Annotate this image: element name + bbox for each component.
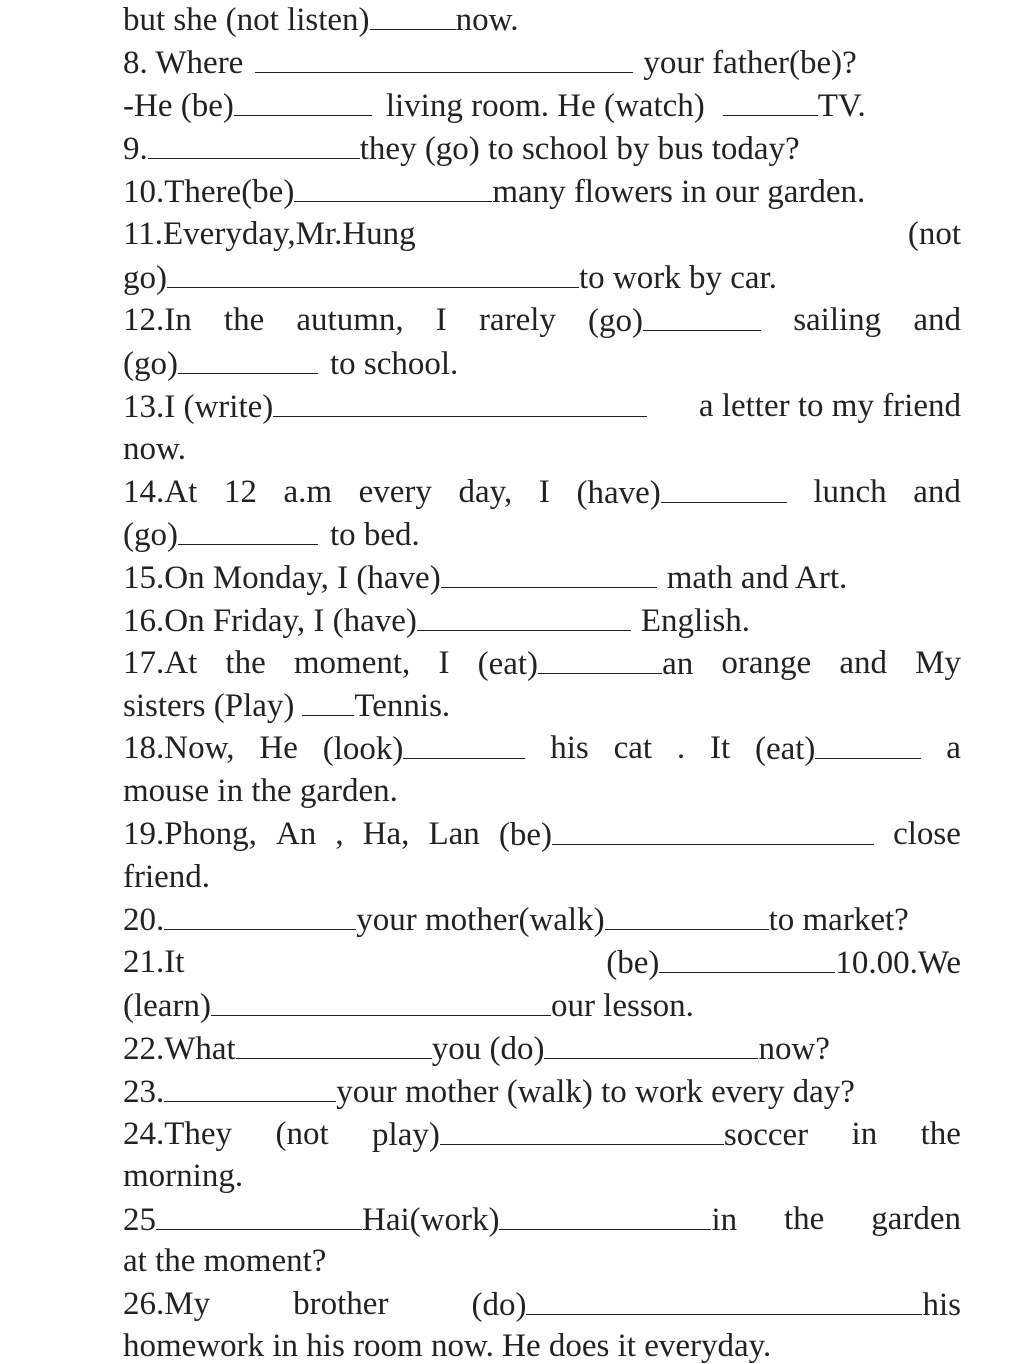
answer-blank[interactable] [164, 903, 356, 930]
answer-blank[interactable] [659, 946, 835, 973]
answer-blank[interactable] [403, 732, 525, 759]
text-fragment: 19.Phong, [123, 816, 257, 852]
text-fragment: every [358, 474, 432, 510]
text-fragment: Hai(work) [362, 1202, 500, 1238]
text-fragment: TV. [817, 88, 866, 124]
text-fragment: 14.At [123, 474, 198, 510]
text-fragment: day, [458, 474, 513, 510]
text-fragment: in [851, 1116, 878, 1152]
text-fragment: 16.On Friday, I (have) [123, 603, 417, 639]
answer-blank[interactable] [441, 561, 657, 588]
text-fragment: I [438, 645, 450, 681]
answer-blank[interactable] [440, 1118, 724, 1145]
text-fragment: brother [293, 1286, 389, 1322]
text-fragment: rarely [478, 302, 556, 338]
text-fragment: (eat) [754, 731, 816, 767]
exercise-17-line-2 [123, 689, 450, 723]
text-fragment: to work by car. [579, 260, 777, 296]
text-fragment: soccer [723, 1117, 809, 1153]
text-fragment: orange [721, 645, 812, 681]
exercise-25-line-2 [123, 1245, 326, 1278]
blank-group [323, 732, 526, 766]
text-fragment: moment, [293, 645, 411, 681]
blank-group [755, 732, 921, 766]
text-fragment: 26.My [123, 1286, 211, 1322]
exercise-22 [123, 1032, 830, 1066]
text-fragment: 25 [123, 1202, 156, 1238]
exercise-8-question [123, 46, 857, 80]
exercise-17-line-1 [123, 647, 961, 681]
text-fragment: (have) [576, 475, 661, 511]
exercise-8-answer [123, 89, 866, 123]
answer-blank[interactable] [167, 261, 579, 288]
text-fragment: (look) [322, 731, 404, 767]
text-fragment: (not [907, 216, 961, 252]
text-fragment: cat [613, 730, 653, 766]
answer-blank[interactable] [255, 46, 633, 73]
exercise-12-line-1 [123, 304, 961, 338]
text-fragment: to bed. [329, 517, 420, 553]
text-fragment: they (go) to school by bus today? [359, 131, 800, 167]
text-fragment: 24.They [123, 1116, 233, 1152]
text-fragment: lunch [813, 474, 887, 510]
text-fragment: and [839, 645, 887, 681]
text-fragment: to school. [329, 346, 459, 382]
exercise-13-line-1 [123, 390, 961, 424]
exercise-13-line-2 [123, 433, 186, 466]
text-fragment: sisters (Play) [123, 688, 295, 724]
text-fragment: (go) [123, 346, 178, 382]
answer-blank[interactable] [148, 132, 360, 159]
text-fragment: but she (not listen) [123, 2, 370, 38]
text-fragment: a letter to my friend [698, 388, 961, 424]
text-fragment: many flowers in our garden. [492, 174, 866, 210]
answer-blank[interactable] [544, 1032, 758, 1059]
answer-blank[interactable] [178, 347, 318, 374]
text-fragment: to market? [768, 902, 909, 938]
text-fragment: Lan [428, 816, 480, 852]
text-fragment: in [711, 1202, 738, 1238]
text-fragment: 22.What [123, 1031, 236, 1067]
text-fragment: 17.At [123, 645, 198, 681]
answer-blank[interactable] [156, 1203, 362, 1230]
exercise-21-line-2 [123, 989, 694, 1023]
answer-blank[interactable] [211, 989, 551, 1016]
answer-blank[interactable] [302, 689, 354, 716]
text-fragment: his [550, 730, 589, 766]
text-fragment: your mother(walk) [356, 902, 605, 938]
text-fragment: a [946, 730, 961, 766]
text-fragment: Ha, [362, 816, 410, 852]
answer-blank[interactable] [552, 818, 874, 845]
text-fragment: 9. [123, 131, 148, 167]
text-fragment: (do) [471, 1287, 527, 1323]
answer-blank[interactable] [417, 604, 631, 631]
text-fragment: sailing [793, 302, 882, 338]
text-fragment: I [538, 474, 550, 510]
answer-blank[interactable] [723, 89, 818, 116]
answer-blank[interactable] [273, 390, 647, 417]
text-fragment: (be) [498, 817, 553, 853]
text-fragment: go) [123, 260, 167, 296]
text-fragment: 18.Now, [123, 730, 235, 766]
text-fragment: at the moment? [123, 1243, 327, 1279]
text-fragment: (learn) [123, 988, 211, 1024]
exercise-24-line-2 [123, 1160, 243, 1193]
text-fragment: his [922, 1287, 961, 1323]
exercise-11-line-1 [123, 218, 961, 251]
text-fragment: (be) [606, 945, 660, 981]
text-fragment: 12.In [123, 302, 192, 338]
text-fragment: 15.On Monday, I (have) [123, 560, 441, 596]
text-fragment: garden [871, 1201, 961, 1237]
exercise-25-line-1 [123, 1203, 961, 1237]
text-fragment: morning. [123, 1158, 244, 1194]
text-fragment: mouse in the garden. [123, 773, 398, 809]
text-fragment: English. [640, 603, 750, 639]
blank-group [478, 647, 694, 681]
text-fragment: 11.Everyday,Mr.Hung [123, 216, 416, 252]
text-fragment: friend. [123, 859, 211, 895]
text-fragment: the [784, 1201, 825, 1237]
text-fragment: 12 [223, 474, 257, 510]
text-fragment: (go) [123, 517, 178, 553]
answer-blank[interactable] [370, 3, 456, 30]
answer-blank[interactable] [815, 732, 921, 759]
blank-group [123, 390, 647, 424]
exercise-26-line-2 [123, 1330, 771, 1363]
exercise-21-line-1 [123, 946, 961, 980]
text-fragment: . [676, 730, 686, 766]
text-fragment: and [913, 474, 961, 510]
text-fragment: 23. [123, 1074, 165, 1110]
exercise-20 [123, 903, 909, 937]
exercise-10 [123, 175, 865, 209]
text-fragment: , [335, 816, 344, 852]
text-fragment: 21.It [123, 944, 185, 980]
exercise-24-line-1 [123, 1118, 961, 1152]
text-fragment: math and Art. [666, 560, 848, 596]
answer-blank[interactable] [605, 903, 769, 930]
text-fragment: close [893, 816, 961, 852]
blank-group [499, 818, 874, 852]
text-fragment: your father(be)? [643, 45, 857, 81]
exercise-11-line-2 [123, 261, 777, 295]
text-fragment: a.m [283, 474, 333, 510]
exercise-9 [123, 132, 800, 166]
text-fragment: our lesson. [550, 988, 694, 1024]
blank-group [588, 304, 761, 338]
text-fragment: now. [455, 2, 519, 38]
answer-blank[interactable] [294, 175, 492, 202]
text-fragment: (eat) [477, 646, 539, 682]
blank-group [576, 476, 786, 510]
exercise-23 [123, 1075, 855, 1109]
exercise-14-line-1 [123, 476, 961, 510]
text-fragment: play) [372, 1117, 440, 1153]
answer-blank[interactable] [526, 1288, 922, 1315]
blank-group [606, 946, 961, 980]
answer-blank[interactable] [643, 304, 761, 331]
blank-group [123, 1203, 737, 1237]
text-fragment: the [920, 1116, 961, 1152]
text-fragment: 8. Where [123, 45, 244, 81]
text-fragment: now. [123, 431, 186, 467]
text-fragment: your mother (walk) to work every day? [336, 1074, 855, 1110]
blank-group [372, 1118, 808, 1152]
exercise-19-line-1 [123, 818, 961, 852]
text-fragment: He [259, 730, 298, 766]
blank-group [471, 1288, 961, 1322]
exercise-14-line-2 [123, 518, 420, 552]
text-fragment: the [225, 645, 266, 681]
answer-blank[interactable] [178, 518, 318, 545]
text-fragment: It [709, 730, 731, 766]
text-fragment: the [223, 302, 265, 338]
exercise-7-continuation [123, 3, 519, 37]
text-fragment: 20. [123, 902, 165, 938]
answer-blank[interactable] [661, 476, 787, 503]
text-fragment: 10.00.We [835, 945, 961, 981]
answer-blank[interactable] [499, 1203, 711, 1230]
exercise-15 [123, 561, 847, 595]
text-fragment: My [915, 645, 961, 681]
text-fragment: and [913, 302, 961, 338]
text-fragment: homework in his room now. He does it everyday. [123, 1328, 772, 1364]
text-fragment: -He (be) [123, 88, 234, 124]
exercise-12-line-2 [123, 347, 458, 381]
text-fragment: I [435, 302, 447, 338]
exercise-16 [123, 604, 750, 638]
exercise-18-line-2 [123, 775, 398, 808]
text-fragment: now? [758, 1031, 830, 1067]
answer-blank[interactable] [538, 647, 662, 674]
text-fragment: Tennis. [354, 688, 451, 724]
text-fragment: an [662, 646, 694, 682]
exercise-18-line-1 [123, 732, 961, 766]
text-fragment: (go) [588, 303, 644, 339]
text-fragment: 13.I (write) [123, 389, 274, 425]
text-fragment: (not [275, 1116, 329, 1152]
answer-blank[interactable] [236, 1032, 432, 1059]
exercise-26-line-1 [123, 1288, 961, 1322]
text-fragment: living room. He (watch) [385, 88, 705, 124]
text-fragment: autumn, [296, 302, 404, 338]
text-fragment: you (do) [431, 1031, 545, 1067]
answer-blank[interactable] [234, 89, 372, 116]
answer-blank[interactable] [164, 1075, 336, 1102]
exercise-19-line-2 [123, 861, 210, 894]
text-fragment: 10.There(be) [123, 174, 295, 210]
text-fragment: An [275, 816, 317, 852]
